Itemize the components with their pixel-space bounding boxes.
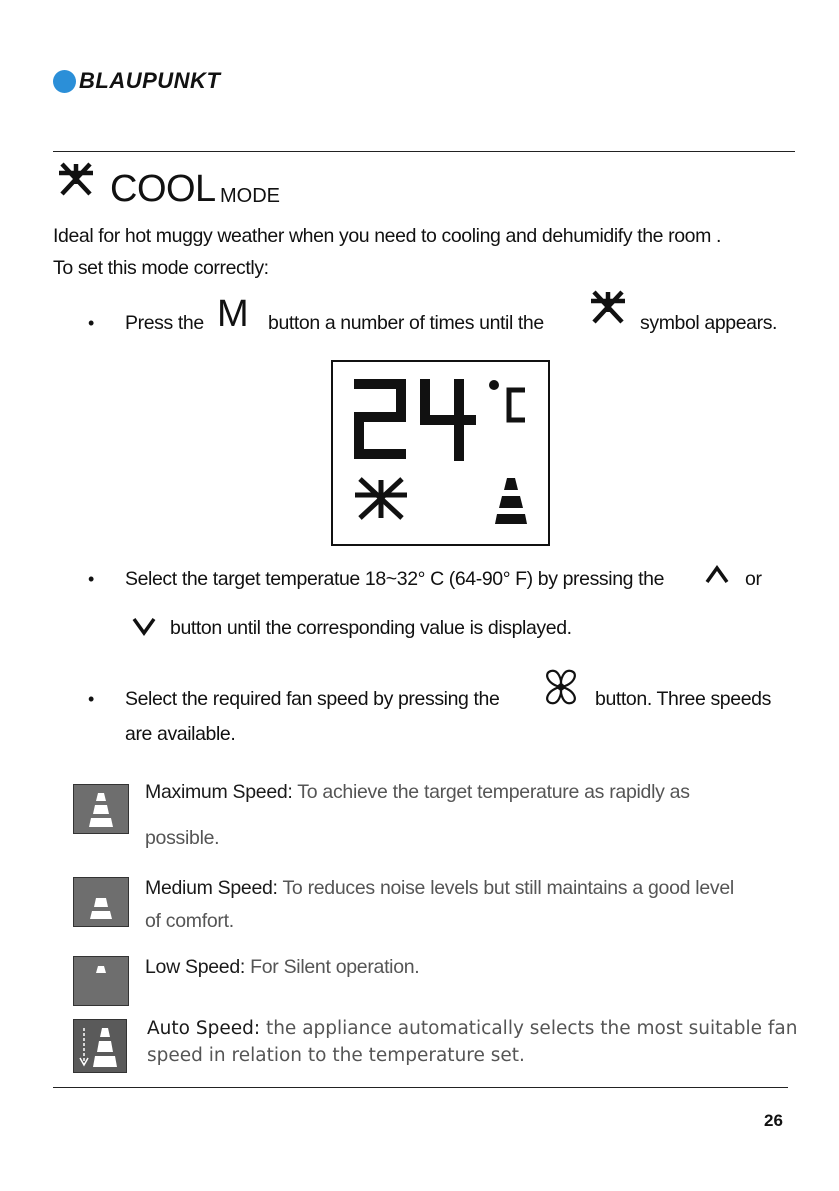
fan-medium-speed-icon xyxy=(73,877,129,927)
low-speed-desc-1: For Silent operation. xyxy=(250,956,420,978)
up-arrow-glyph xyxy=(0,0,1,1)
lcd-digit-4a xyxy=(425,384,471,420)
lcd-graphic xyxy=(333,362,548,544)
auto-speed-desc-2: speed in relation to the temperature set. xyxy=(147,1045,525,1066)
mode-button-glyph: M xyxy=(217,293,249,335)
page-subtitle: MODE xyxy=(220,185,280,207)
auto-speed-line-1 xyxy=(147,1016,797,1042)
fan-low-speed-icon xyxy=(73,956,129,1006)
medium-speed-desc-1: To reduces noise levels but still maintains a good level xyxy=(282,877,734,899)
step3-text-b: button. Three speeds xyxy=(595,688,771,710)
up-arrow-icon xyxy=(704,564,730,586)
step2-text-b: or xyxy=(745,568,762,590)
lcd-degree-dot xyxy=(489,380,499,390)
auto-speed-desc-1: the appliance automatically selects the most suitable fan xyxy=(265,1018,798,1039)
down-arrow-icon xyxy=(131,615,157,637)
medium-speed-name: Medium Speed: xyxy=(145,877,278,899)
max-speed-line-2 xyxy=(145,825,219,851)
max-speed-line-1 xyxy=(145,779,690,805)
lcd-display xyxy=(331,360,550,546)
fan-icon xyxy=(538,667,584,707)
step1-text-a: Press the xyxy=(125,312,204,334)
medium-speed-desc-2: of comfort. xyxy=(145,910,234,932)
step1-text-b: button a number of times until the xyxy=(268,312,544,334)
bullet-3: • xyxy=(88,689,95,709)
fan-max-speed-icon xyxy=(73,784,129,834)
lcd-celsius-c xyxy=(509,390,525,420)
bullet-1: • xyxy=(88,313,95,333)
step1-text-c: symbol appears. xyxy=(640,312,778,334)
step3-text-c: are available. xyxy=(125,723,236,745)
snowflake-icon xyxy=(588,290,628,330)
medium-speed-line-2 xyxy=(145,908,234,934)
brand-logo-dot xyxy=(53,70,76,93)
lcd-digit-2 xyxy=(359,384,401,454)
step2-text-c: button until the corresponding value is displayed. xyxy=(170,617,572,639)
intro-line-1: Ideal for hot muggy weather when you need to cooling and dehumidify the room . xyxy=(53,225,721,247)
brand-logo: BLAUPUNKT xyxy=(79,68,221,93)
max-speed-name: Maximum Speed: xyxy=(145,781,293,803)
lcd-fan-max-icon xyxy=(495,478,527,524)
medium-speed-line-1 xyxy=(145,875,734,901)
page-number: 26 xyxy=(764,1111,783,1130)
lcd-snowflake-icon xyxy=(355,479,407,518)
down-arrow-glyph xyxy=(0,0,1,1)
low-speed-name: Low Speed: xyxy=(145,956,245,978)
intro-line-2: To set this mode correctly: xyxy=(53,257,269,279)
max-speed-desc-2: possible. xyxy=(145,827,220,849)
snowflake-icon xyxy=(56,162,96,202)
auto-speed-name: Auto Speed: xyxy=(147,1018,261,1039)
low-speed-line-1 xyxy=(145,954,419,980)
step3-text-a: Select the required fan speed by pressing the xyxy=(125,688,500,710)
page-title: COOL xyxy=(110,168,216,210)
step2-text-a: Select the target temperatue 18~32° C (64-90° F) by pressing the xyxy=(125,568,665,590)
bottom-divider xyxy=(53,1087,788,1088)
max-speed-desc-1: To achieve the target temperature as rapidly as xyxy=(297,781,690,803)
top-divider xyxy=(53,151,795,152)
fan-auto-speed-icon xyxy=(73,1019,127,1073)
bullet-2: • xyxy=(88,569,95,589)
